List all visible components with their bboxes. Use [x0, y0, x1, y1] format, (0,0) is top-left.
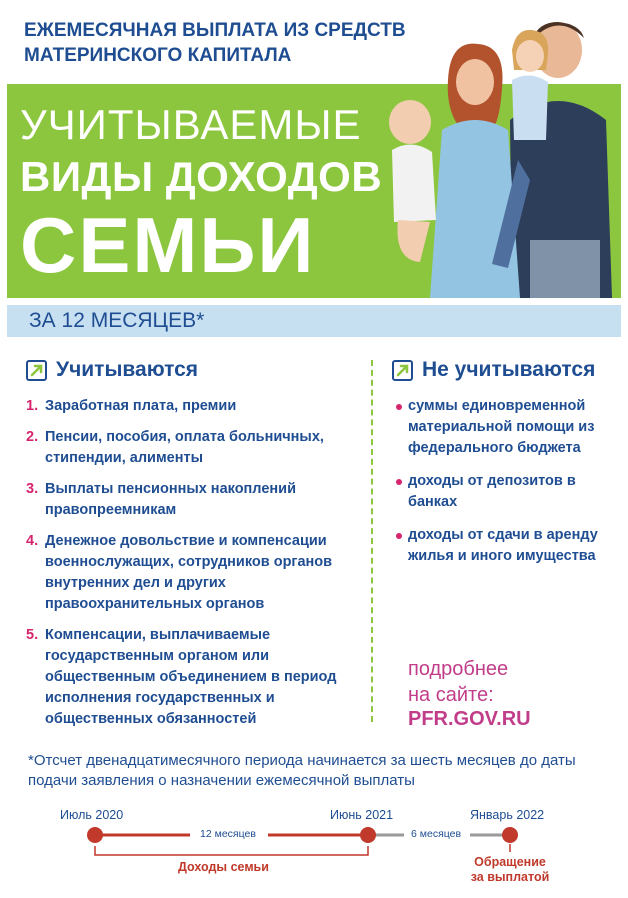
included-item: [26, 396, 366, 417]
included-item: [26, 427, 366, 469]
income-label: Доходы семьи: [178, 860, 269, 874]
income-bracket: [95, 846, 368, 855]
period-bar: ЗА 12 МЕСЯЦЕВ*: [7, 305, 621, 337]
bullet-dot: [396, 533, 402, 539]
footnote: *Отсчет двенадцатимесячного периода начинается за шесть месяцев до даты подачи заявления о назначении ежемесячной выплаты: [28, 752, 576, 789]
item-text: Выплаты пенсионных накоплений правопреемникам: [45, 481, 296, 518]
apply-label: [462, 855, 558, 885]
item-text: доходы от депозитов в банках: [408, 473, 576, 510]
item-text: суммы единовременной материальной помощи из федерального бюджета: [408, 398, 595, 456]
column-divider: [371, 360, 373, 722]
more-info-text: [408, 656, 508, 708]
item-text: доходы от сдачи в аренду жилья и иного имущества: [408, 527, 598, 564]
included-item: [26, 531, 366, 615]
timeline-dot-start: [87, 827, 103, 843]
apply-label-line1: Обращение: [474, 855, 546, 869]
item-text: Компенсации, выплачиваемые государственным органом или общественным объединением в период исполнения государственных и общественных обязанностей: [45, 627, 337, 727]
item-text: Пенсии, пособия, оплата больничных, стипендии, алименты: [45, 429, 324, 466]
banner-title-line1: УЧИТЫВАЕМЫЕ: [20, 101, 362, 148]
header-subtitle: ЕЖЕМЕСЯЧНАЯ ВЫПЛАТА ИЗ СРЕДСТВ МАТЕРИНСКОГО КАПИТАЛА: [24, 20, 406, 66]
excluded-title: Не учитываются: [422, 358, 596, 381]
timeline-middle-label: Июнь 2021: [330, 808, 394, 822]
span-6-months-label: 6 месяцев: [411, 828, 462, 840]
span-12-months-label: 12 месяцев: [200, 828, 256, 840]
timeline-dot-middle: [360, 827, 376, 843]
item-number: 5.: [26, 627, 39, 643]
timeline-start-label: Июль 2020: [60, 808, 124, 822]
included-item: [26, 479, 366, 521]
item-text: Заработная плата, премии: [45, 398, 237, 414]
timeline: [0, 800, 628, 898]
excluded-item: [392, 525, 612, 567]
item-text: Денежное довольствие и компенсации военнослужащих, сотрудников органов внутренних дел и других правоохранительных органов: [45, 533, 333, 612]
more-info-line1: подробнее: [408, 658, 509, 680]
bullet-dot: [396, 404, 402, 410]
excluded-item: [392, 471, 612, 513]
bullet-dot: [396, 479, 402, 485]
excluded-header: [392, 358, 612, 382]
arrow-up-right-icon: [26, 360, 47, 381]
apply-label-line2: за выплатой: [470, 870, 550, 884]
banner-title-line3: СЕМЬИ: [20, 201, 316, 289]
included-title: Учитываются: [56, 358, 199, 381]
excluded-item: [392, 396, 612, 459]
item-number: 4.: [26, 533, 39, 549]
timeline-end-label: Январь 2022: [470, 808, 545, 822]
family-photo: [380, 10, 618, 298]
included-header: [26, 358, 366, 382]
excluded-section: [392, 358, 612, 579]
timeline-dot-end: [502, 827, 518, 843]
item-number: 1.: [26, 398, 39, 414]
website-link[interactable]: PFR.GOV.RU: [408, 708, 531, 730]
included-item: [26, 625, 366, 730]
item-number: 3.: [26, 481, 39, 497]
more-info-line2: на сайте:: [408, 684, 494, 706]
banner-title-line2: ВИДЫ ДОХОДОВ: [20, 153, 383, 200]
arrow-up-right-icon: [392, 360, 413, 381]
included-section: [26, 358, 366, 740]
item-number: 2.: [26, 429, 39, 445]
